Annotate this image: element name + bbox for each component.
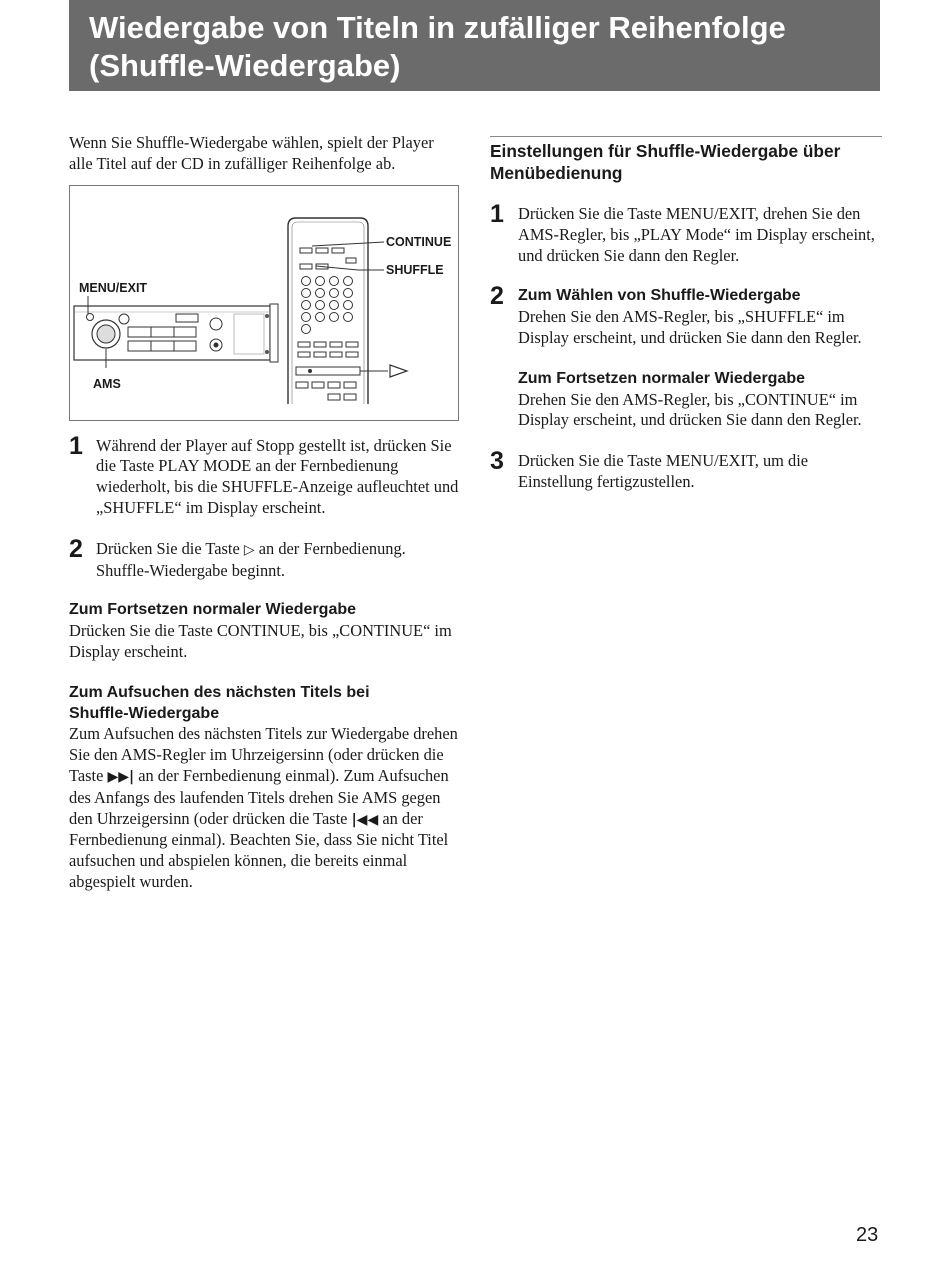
label-menu-exit: MENU/EXIT xyxy=(79,280,148,295)
play-symbol-icon xyxy=(390,365,407,377)
step-text-b: an der Fernbedienung. Shuffle-Wiedergabe beginnt. xyxy=(96,538,406,580)
left-column xyxy=(69,133,461,893)
step-text-a: Drücken Sie die Taste xyxy=(96,538,240,558)
step-heading: Zum Wählen von Shuffle-Wiedergabe xyxy=(518,287,801,305)
step-text xyxy=(96,539,461,582)
device-drawing xyxy=(70,186,458,420)
page-title xyxy=(89,9,869,85)
step-text: Drehen Sie den AMS-Regler, bis „SHUFFLE“ im Display erscheint, und drücken Sie dann den Regler. xyxy=(518,307,862,347)
next-track-icon: ▶▶| xyxy=(107,768,135,785)
left-step-2 xyxy=(69,534,461,582)
page-number: 23 xyxy=(856,1224,879,1246)
next-track-text xyxy=(69,724,461,892)
play-symbol-icon: ▷ xyxy=(243,541,255,558)
step-number: 1 xyxy=(490,200,504,228)
step-number: 2 xyxy=(69,534,83,563)
step-text: Drücken Sie die Taste MENU/EXIT, drehen Sie den AMS-Regler, bis „PLAY Mode“ im Display erscheint, und drücken Sie dann den Regler. xyxy=(518,204,875,265)
menu-settings-heading: Einstellungen für Shuffle-Wiedergabe über Menübedienung xyxy=(490,141,841,183)
right-column xyxy=(490,136,882,493)
next-track-heading xyxy=(69,683,461,725)
page-title-line2: (Shuffle-Wiedergabe) xyxy=(89,48,401,83)
label-shuffle: SHUFFLE xyxy=(386,262,444,277)
label-ams: AMS xyxy=(93,376,121,391)
resume-heading: Zum Fortsetzen normaler Wiedergabe xyxy=(69,601,357,619)
resume-text: Drücken Sie die Taste CONTINUE, bis „CONTINUE“ im Display erscheint. xyxy=(69,621,452,661)
step-sub-text: Drehen Sie den AMS-Regler, bis „CONTINUE“ im Display erscheint, und drücken Sie dann den Regler. xyxy=(518,389,862,430)
cd-player-unit xyxy=(74,304,278,362)
step-number: 3 xyxy=(490,447,504,476)
next-track-heading-line2: Shuffle-Wiedergabe xyxy=(69,704,220,722)
next-track-text-3: an der Fernbedienung einmal). Beachten Sie, dass Sie nicht Titel aufsuchen und abspielen können, die bereits einmal abgespielt wurden. xyxy=(69,808,449,891)
remote-control xyxy=(288,218,368,404)
left-step-1 xyxy=(69,431,461,519)
label-continue: CONTINUE xyxy=(386,234,452,249)
page-title-line1: Wiedergabe von Titeln in zufälliger Reihenfolge xyxy=(89,10,786,45)
device-illustration xyxy=(69,185,459,421)
step-sub-heading: Zum Fortsetzen normaler Wiedergabe xyxy=(518,369,806,387)
right-step-1 xyxy=(490,200,882,266)
step-text: Drücken Sie die Taste MENU/EXIT, um die Einstellung fertigzustellen. xyxy=(518,451,809,491)
next-track-text-2: an der Fernbedienung einmal). Zum Aufsuchen des Anfangs des laufenden Titels drehen Sie AMS gegen den Uhrzeigersinn (oder drücken die Taste xyxy=(69,765,449,828)
next-track-text-1: Zum Aufsuchen des nächsten Titels zur Wiedergabe drehen Sie den AMS-Regler im Uhrzeigersinn (oder drücken die Taste xyxy=(69,724,458,785)
intro-paragraph: Wenn Sie Shuffle-Wiedergabe wählen, spielt der Player alle Titel auf der CD in zufälliger Reihenfolge ab. xyxy=(69,133,434,173)
right-step-3 xyxy=(490,447,882,493)
step-text: Während der Player auf Stopp gestellt ist, drücken Sie die Taste PLAY MODE an der Fernbedienung wiederholt, bis die SHUFFLE-Anzeige aufleuchtet und „SHUFFLE“ im Display erscheint. xyxy=(96,435,459,517)
right-step-2 xyxy=(490,282,882,431)
step-number: 1 xyxy=(69,431,83,460)
page-title-bar xyxy=(69,0,880,91)
next-track-heading-line1: Zum Aufsuchen des nächsten Titels bei xyxy=(69,683,370,701)
previous-track-icon: |◀◀ xyxy=(351,811,379,828)
next-track-section xyxy=(69,683,461,893)
step-number: 2 xyxy=(490,282,504,311)
right-section-rule xyxy=(490,136,882,184)
resume-section xyxy=(69,600,461,662)
